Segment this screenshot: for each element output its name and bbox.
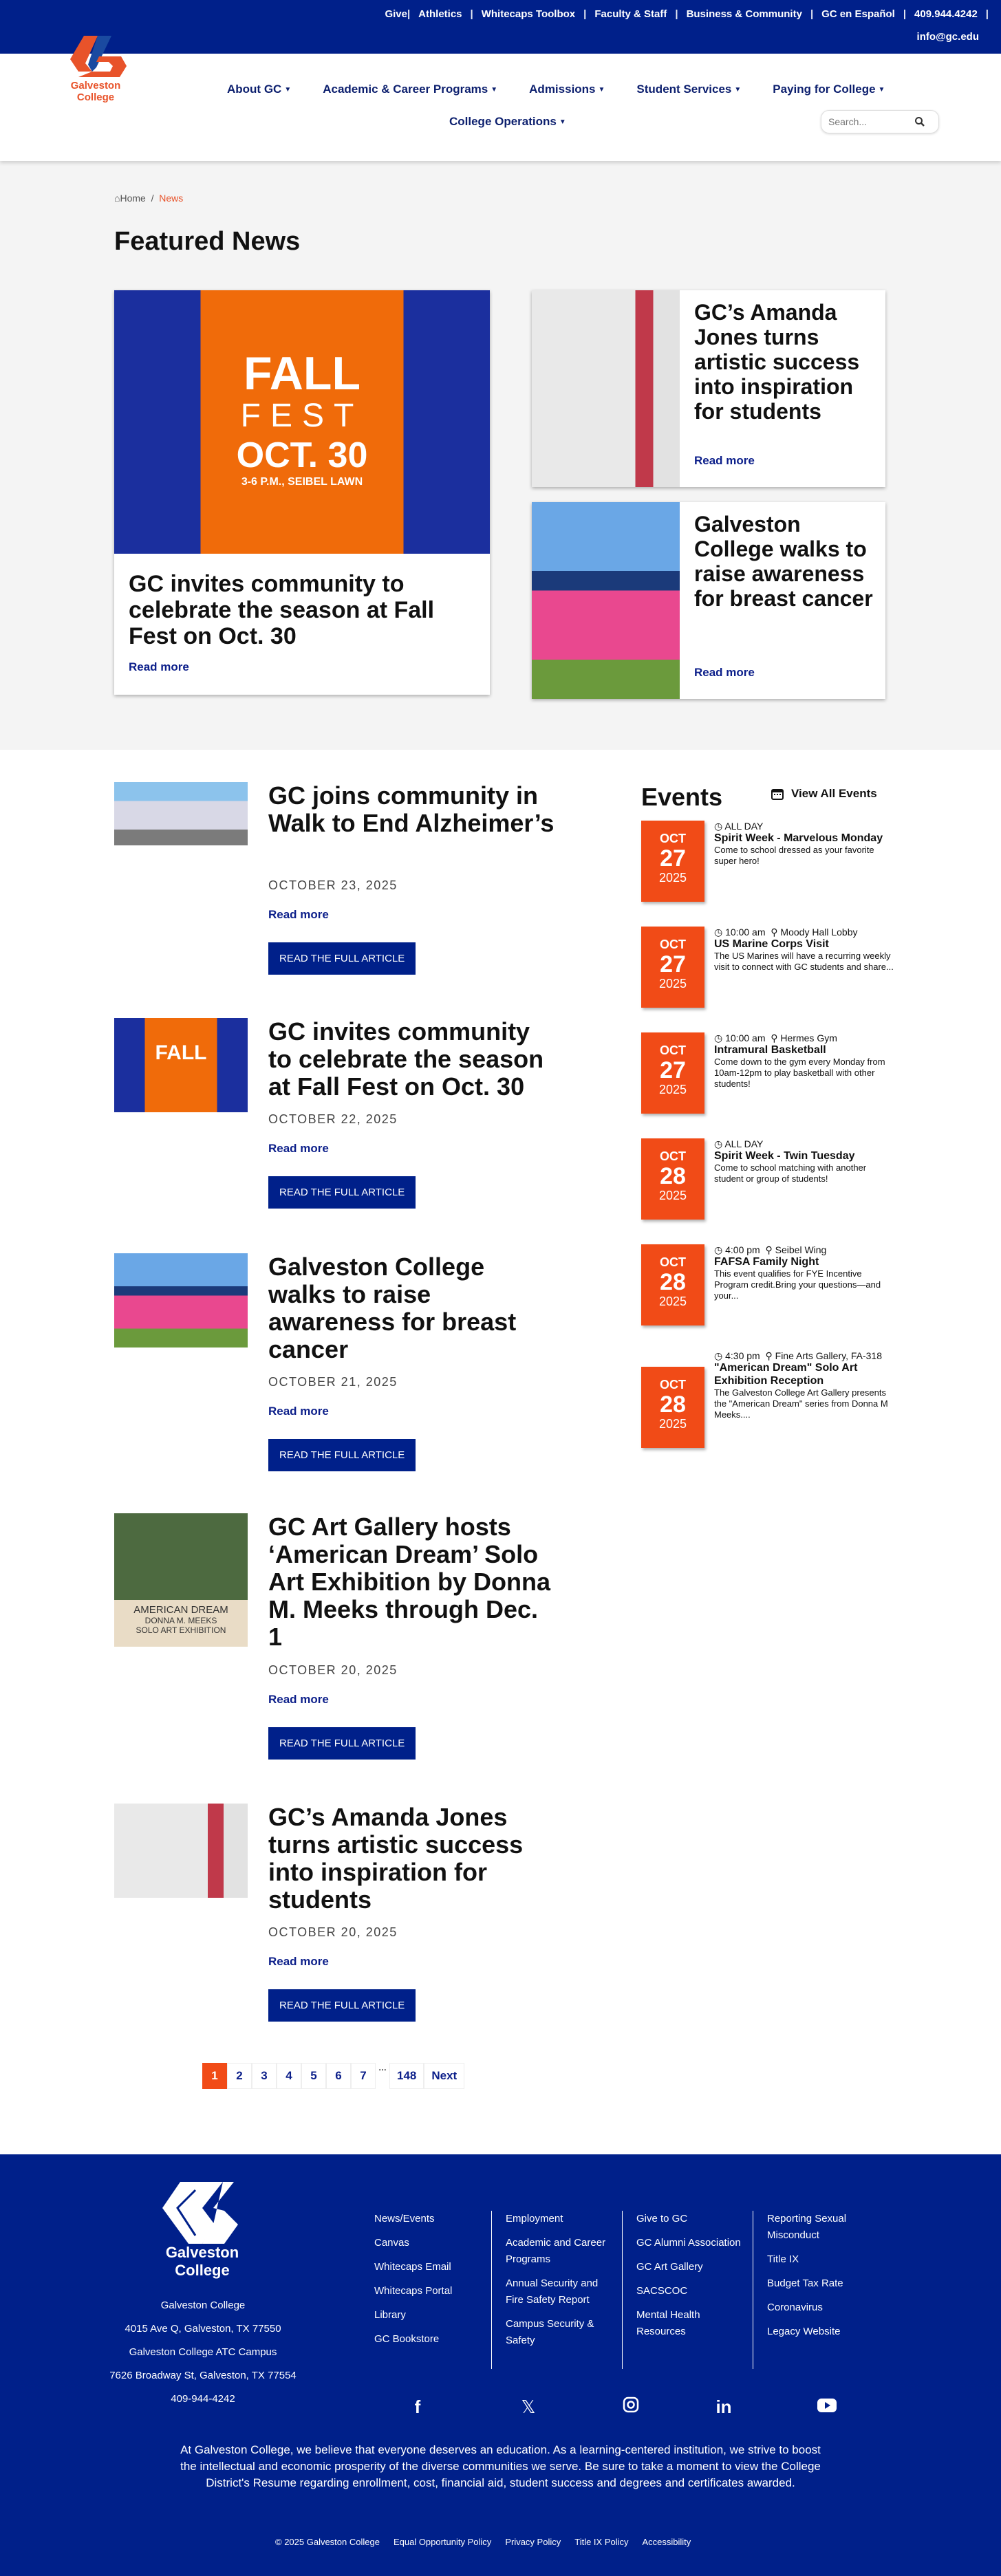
event-date-badge bbox=[641, 1367, 704, 1448]
image-text: FEST bbox=[240, 398, 364, 435]
clock-icon: ◷ bbox=[714, 1138, 723, 1149]
event-title[interactable]: Intramural Basketball bbox=[714, 1044, 826, 1056]
article-date: OCTOBER 20, 2025 bbox=[268, 1925, 398, 1939]
page-7[interactable]: 7 bbox=[351, 2063, 376, 2089]
article-date: OCTOBER 22, 2025 bbox=[268, 1112, 398, 1126]
linkedin-icon[interactable]: in bbox=[715, 2396, 732, 2417]
footer-link[interactable]: Budget Tax Rate bbox=[767, 2277, 843, 2289]
read-full-article-button[interactable]: READ THE FULL ARTICLE bbox=[268, 1439, 416, 1471]
featured-side-card[interactable] bbox=[532, 502, 885, 699]
footer-link[interactable]: News/Events bbox=[374, 2213, 435, 2225]
pagination-ellipsis: … bbox=[378, 2063, 387, 2072]
separator: | bbox=[470, 8, 473, 20]
event-day: 27 bbox=[660, 951, 686, 977]
event-day: 28 bbox=[660, 1269, 686, 1295]
logo-text: College bbox=[175, 2262, 230, 2279]
clock-icon: ◷ bbox=[714, 1244, 723, 1255]
footer-phone[interactable]: 409-944-4242 bbox=[171, 2393, 235, 2405]
nav-paying[interactable] bbox=[773, 83, 885, 96]
event-time: ALL DAY bbox=[724, 821, 764, 832]
breadcrumb-home[interactable]: Home bbox=[120, 193, 146, 204]
event-location: Moody Hall Lobby bbox=[780, 927, 858, 938]
caret-down-icon: ▼ bbox=[734, 86, 742, 94]
logo-text: College bbox=[76, 91, 115, 103]
search-input[interactable] bbox=[828, 116, 914, 127]
article-image bbox=[532, 290, 680, 487]
logo-mark-icon bbox=[58, 36, 133, 78]
view-all-events-link[interactable] bbox=[771, 787, 877, 801]
facebook-icon[interactable]: f bbox=[414, 2396, 421, 2417]
view-all-label: View All Events bbox=[791, 787, 877, 800]
event-description: The Galveston College Art Gallery presents the "American Dream" series from Donna M Meeks.... bbox=[714, 1387, 888, 1420]
events-heading: Events bbox=[641, 783, 723, 811]
article-title[interactable]: Galveston College walks to raise awareness for breast cancer bbox=[268, 1253, 517, 1363]
clock-icon: ◷ bbox=[714, 1350, 723, 1361]
main-nav bbox=[227, 83, 885, 96]
footer-column bbox=[622, 2211, 746, 2369]
nav-label: Admissions bbox=[529, 83, 596, 96]
search-icon[interactable] bbox=[914, 116, 925, 127]
logo-text: Galveston bbox=[165, 2244, 239, 2261]
event-date-badge bbox=[641, 1032, 704, 1114]
image-text: OCT. 30 bbox=[236, 435, 368, 476]
event-location: Seibel Wing bbox=[775, 1244, 827, 1255]
nav-student-services[interactable] bbox=[636, 83, 741, 96]
article-image[interactable] bbox=[114, 1253, 248, 1347]
instagram-icon[interactable] bbox=[621, 2396, 641, 2418]
title-ix-policy-link[interactable]: Title IX Policy bbox=[574, 2537, 629, 2547]
read-more-link[interactable]: Read more bbox=[268, 1955, 329, 1968]
article-date: OCTOBER 21, 2025 bbox=[268, 1375, 398, 1389]
address-line: Galveston College bbox=[160, 2299, 246, 2311]
main-header bbox=[0, 54, 1001, 161]
nav-admissions[interactable] bbox=[529, 83, 605, 96]
event-year: 2025 bbox=[658, 1083, 687, 1096]
utility-link-athletics[interactable]: Athletics bbox=[418, 8, 462, 20]
read-full-article-button[interactable]: READ THE FULL ARTICLE bbox=[268, 1727, 416, 1760]
address-line: 7626 Broadway St, Galveston, TX 77554 bbox=[109, 2370, 297, 2381]
article-image[interactable] bbox=[114, 1804, 248, 1898]
separator: | bbox=[675, 8, 678, 20]
article-date: OCTOBER 23, 2025 bbox=[268, 878, 398, 892]
article-title[interactable]: GC Art Gallery hosts ‘American Dream’ Solo Art Exhibition by Donna M. Meeks through Dec. 1 bbox=[268, 1513, 550, 1651]
footer-column bbox=[753, 2211, 876, 2369]
events-sidebar bbox=[641, 783, 896, 1431]
image-text: SOLO ART EXHIBITION bbox=[136, 1625, 226, 1635]
utility-link-business[interactable]: Business & Community bbox=[686, 8, 802, 20]
footer-bottom-links bbox=[275, 2537, 691, 2547]
read-full-article-button[interactable]: READ THE FULL ARTICLE bbox=[268, 1989, 416, 2022]
read-more-link[interactable]: Read more bbox=[268, 1142, 329, 1155]
event-description: The US Marines will have a recurring weekly visit to connect with GC students and share... bbox=[714, 951, 894, 972]
nav-label: Paying for College bbox=[773, 83, 876, 96]
caret-down-icon: ▼ bbox=[559, 118, 566, 126]
footer-link[interactable]: Annual Security and Fire Safety Report bbox=[506, 2277, 599, 2306]
page-4[interactable]: 4 bbox=[277, 2063, 301, 2089]
event-day: 28 bbox=[660, 1392, 686, 1418]
read-more-link[interactable]: Read more bbox=[268, 1693, 329, 1706]
separator: | bbox=[903, 8, 907, 20]
separator: | bbox=[583, 8, 587, 20]
copyright: © 2025 Galveston College bbox=[275, 2537, 380, 2547]
event-time: 4:30 pm bbox=[725, 1350, 760, 1361]
footer-column bbox=[374, 2211, 498, 2355]
calendar-icon bbox=[771, 787, 784, 801]
nav-about[interactable] bbox=[227, 83, 291, 96]
article-title[interactable]: GC invites community to celebrate the season at Fall Fest on Oct. 30 bbox=[268, 1017, 544, 1101]
caret-down-icon: ▼ bbox=[284, 86, 292, 94]
mission-statement: At Galveston College, we believe that everyone deserves an education. As a learning-centered institution, we strive to boost the intellectual and economic prosperity of the diverse communities we serve. Be sure to take a moment to view the College District's Resume regarding enrollment, cost, financial aid, student success and degrees and certificates awarded. bbox=[180, 2443, 821, 2489]
accessibility-link[interactable]: Accessibility bbox=[642, 2537, 691, 2547]
privacy-policy-link[interactable]: Privacy Policy bbox=[505, 2537, 561, 2547]
page-1[interactable]: 1 bbox=[202, 2063, 227, 2089]
home-icon: ⌂ bbox=[114, 193, 120, 204]
article-image[interactable] bbox=[114, 1018, 248, 1112]
event-description: Come to school dressed as your favorite super hero! bbox=[714, 845, 874, 866]
event-title[interactable]: "American Dream" Solo Art Exhibition Reception bbox=[714, 1362, 858, 1387]
event-time: 10:00 am bbox=[725, 1032, 766, 1043]
footer-link[interactable]: Coronavirus bbox=[767, 2302, 823, 2313]
event-time: ALL DAY bbox=[724, 1138, 764, 1149]
map-pin-icon: ⚲ bbox=[771, 927, 778, 938]
featured-side-card[interactable] bbox=[532, 290, 885, 487]
map-pin-icon: ⚲ bbox=[765, 1350, 773, 1361]
footer-link[interactable]: Academic and Career Programs bbox=[506, 2237, 606, 2265]
event-month: OCT bbox=[660, 1043, 686, 1057]
event-description: Come down to the gym every Monday from 10am-12pm to play basketball with other students! bbox=[714, 1057, 885, 1089]
event-year: 2025 bbox=[658, 1295, 687, 1308]
utility-link-toolbox[interactable]: Whitecaps Toolbox bbox=[481, 8, 576, 20]
x-twitter-icon[interactable]: 𝕏 bbox=[521, 2396, 536, 2417]
address-line: Galveston College ATC Campus bbox=[129, 2346, 277, 2358]
event-title[interactable]: US Marine Corps Visit bbox=[714, 938, 829, 950]
pagination bbox=[202, 2063, 464, 2089]
nav-college-operations[interactable] bbox=[449, 115, 566, 129]
map-pin-icon: ⚲ bbox=[765, 1244, 773, 1255]
article-image bbox=[532, 502, 680, 699]
event-date-badge bbox=[641, 1138, 704, 1220]
event-time: 4:00 pm bbox=[725, 1244, 760, 1255]
article-title[interactable]: GC’s Amanda Jones turns artistic success into inspiration for students bbox=[268, 1803, 524, 1914]
event-day: 27 bbox=[660, 1057, 686, 1083]
footer-link[interactable]: Title IX bbox=[767, 2253, 799, 2265]
nav-label: About GC bbox=[227, 83, 282, 96]
footer-logo[interactable] bbox=[147, 2180, 257, 2277]
utility-bar bbox=[0, 0, 1001, 54]
event-location: Hermes Gym bbox=[780, 1032, 837, 1043]
footer-link[interactable]: Library bbox=[374, 2309, 406, 2321]
read-more-link[interactable]: Read more bbox=[129, 660, 189, 673]
caret-down-icon: ▼ bbox=[598, 86, 605, 94]
read-more-link[interactable]: Read more bbox=[694, 666, 755, 679]
breadcrumb-separator: / bbox=[151, 193, 154, 204]
event-title[interactable]: FAFSA Family Night bbox=[714, 1256, 819, 1268]
next-page-button[interactable]: Next bbox=[424, 2063, 464, 2089]
footer-link[interactable]: Campus Security & Safety bbox=[506, 2318, 594, 2346]
footer-link[interactable]: GC Art Gallery bbox=[636, 2261, 703, 2273]
card-title[interactable]: GC’s Amanda Jones turns artistic success into inspiration for students bbox=[694, 300, 860, 424]
footer-link[interactable]: Legacy Website bbox=[767, 2326, 841, 2337]
logo-mark-icon bbox=[147, 2180, 257, 2244]
utility-link-phone[interactable]: 409.944.4242 bbox=[914, 8, 978, 20]
page-3[interactable]: 3 bbox=[252, 2063, 277, 2089]
footer-link[interactable]: Give to GC bbox=[636, 2213, 688, 2225]
event-year: 2025 bbox=[658, 1189, 687, 1202]
read-more-link[interactable]: Read more bbox=[268, 908, 329, 921]
card-title[interactable]: Galveston College walks to raise awareness for breast cancer bbox=[694, 512, 873, 611]
logo-text: Galveston bbox=[70, 80, 121, 91]
footer-link[interactable]: GC Bookstore bbox=[374, 2333, 440, 2345]
utility-link-give[interactable]: Give bbox=[385, 8, 407, 20]
separator: | bbox=[810, 8, 814, 20]
footer-link[interactable]: Whitecaps Portal bbox=[374, 2285, 453, 2297]
event-month: OCT bbox=[660, 1255, 686, 1269]
read-full-article-button[interactable]: READ THE FULL ARTICLE bbox=[268, 1176, 416, 1209]
event-date-badge bbox=[641, 927, 704, 1008]
utility-link-email[interactable]: info@gc.edu bbox=[916, 31, 979, 43]
college-logo[interactable] bbox=[58, 36, 133, 105]
nav-label: College Operations bbox=[449, 115, 557, 128]
article-image[interactable] bbox=[114, 782, 248, 845]
event-month: OCT bbox=[660, 1378, 686, 1392]
event-month: OCT bbox=[660, 1149, 686, 1163]
nav-programs[interactable] bbox=[323, 83, 497, 96]
page-5[interactable]: 5 bbox=[301, 2063, 326, 2089]
search-box bbox=[821, 110, 939, 133]
footer-link[interactable]: Canvas bbox=[374, 2237, 409, 2249]
event-title[interactable]: Spirit Week - Marvelous Monday bbox=[714, 832, 883, 844]
article-image[interactable] bbox=[114, 1513, 248, 1647]
utility-links bbox=[385, 8, 989, 20]
footer-column bbox=[491, 2211, 615, 2369]
event-day: 28 bbox=[660, 1163, 686, 1189]
event-description: Come to school matching with another student or group of students! bbox=[714, 1162, 867, 1184]
event-year: 2025 bbox=[658, 871, 687, 885]
breadcrumb-current: News bbox=[159, 193, 184, 204]
footer-link[interactable]: Employment bbox=[506, 2213, 563, 2225]
footer bbox=[0, 2154, 1001, 2576]
breadcrumb bbox=[114, 193, 183, 204]
fall-fest-image bbox=[114, 290, 490, 554]
read-more-link[interactable]: Read more bbox=[694, 454, 755, 467]
utility-link-faculty[interactable]: Faculty & Staff bbox=[594, 8, 667, 20]
address-line: 4015 Ave Q, Galveston, TX 77550 bbox=[125, 2323, 281, 2335]
event-date-badge bbox=[641, 821, 704, 902]
page-6[interactable]: 6 bbox=[326, 2063, 351, 2089]
event-year: 2025 bbox=[658, 977, 687, 991]
event-location: Fine Arts Gallery, FA-318 bbox=[775, 1350, 882, 1361]
caret-down-icon: ▼ bbox=[491, 86, 498, 94]
footer-link[interactable]: SACSCOC bbox=[636, 2285, 688, 2297]
footer-link[interactable]: Whitecaps Email bbox=[374, 2261, 451, 2273]
equal-opportunity-link[interactable]: Equal Opportunity Policy bbox=[393, 2537, 492, 2547]
article-date: OCTOBER 20, 2025 bbox=[268, 1663, 398, 1677]
card-title[interactable]: GC invites community to celebrate the season at Fall Fest on Oct. 30 bbox=[129, 571, 435, 649]
utility-link-espanol[interactable]: GC en Español bbox=[821, 8, 895, 20]
read-full-article-button[interactable]: READ THE FULL ARTICLE bbox=[268, 942, 416, 975]
nav-label: Student Services bbox=[636, 83, 732, 96]
footer-link[interactable]: Reporting Sexual Misconduct bbox=[767, 2213, 847, 2241]
image-text: FALL bbox=[244, 347, 360, 400]
event-day: 27 bbox=[660, 845, 686, 872]
caret-down-icon: ▼ bbox=[878, 86, 885, 94]
separator: | bbox=[985, 8, 989, 20]
event-description: This event qualifies for FYE Incentive Program credit.Bring your questions—and your... bbox=[714, 1268, 881, 1301]
clock-icon: ◷ bbox=[714, 927, 723, 938]
clock-icon: ◷ bbox=[714, 1032, 723, 1043]
image-text: AMERICAN DREAM bbox=[133, 1604, 228, 1616]
featured-main-card[interactable] bbox=[114, 290, 490, 695]
event-title[interactable]: Spirit Week - Twin Tuesday bbox=[714, 1150, 855, 1162]
footer-link[interactable]: GC Alumni Association bbox=[636, 2237, 741, 2249]
map-pin-icon: ⚲ bbox=[771, 1032, 778, 1043]
footer-address bbox=[103, 2299, 303, 2416]
image-text: DONNA M. MEEKS bbox=[144, 1616, 217, 1625]
page-title: Featured News bbox=[114, 227, 301, 256]
page-last[interactable]: 148 bbox=[389, 2063, 424, 2089]
nav-label: Academic & Career Programs bbox=[323, 83, 488, 96]
event-time: 10:00 am bbox=[725, 927, 766, 938]
clock-icon: ◷ bbox=[714, 821, 723, 832]
event-month: OCT bbox=[660, 938, 686, 951]
read-more-link[interactable]: Read more bbox=[268, 1405, 329, 1418]
footer-link[interactable]: Mental Health Resources bbox=[636, 2309, 700, 2337]
page-2[interactable]: 2 bbox=[227, 2063, 252, 2089]
article-title[interactable]: GC joins community in Walk to End Alzheimer’s bbox=[268, 781, 555, 837]
event-date-badge bbox=[641, 1244, 704, 1325]
event-year: 2025 bbox=[658, 1417, 687, 1431]
event-month: OCT bbox=[660, 832, 686, 845]
image-text: FALL bbox=[155, 1041, 207, 1064]
youtube-icon[interactable] bbox=[817, 2396, 837, 2418]
image-text: 3-6 P.M., SEIBEL LAWN bbox=[241, 476, 363, 488]
separator: | bbox=[407, 8, 411, 20]
